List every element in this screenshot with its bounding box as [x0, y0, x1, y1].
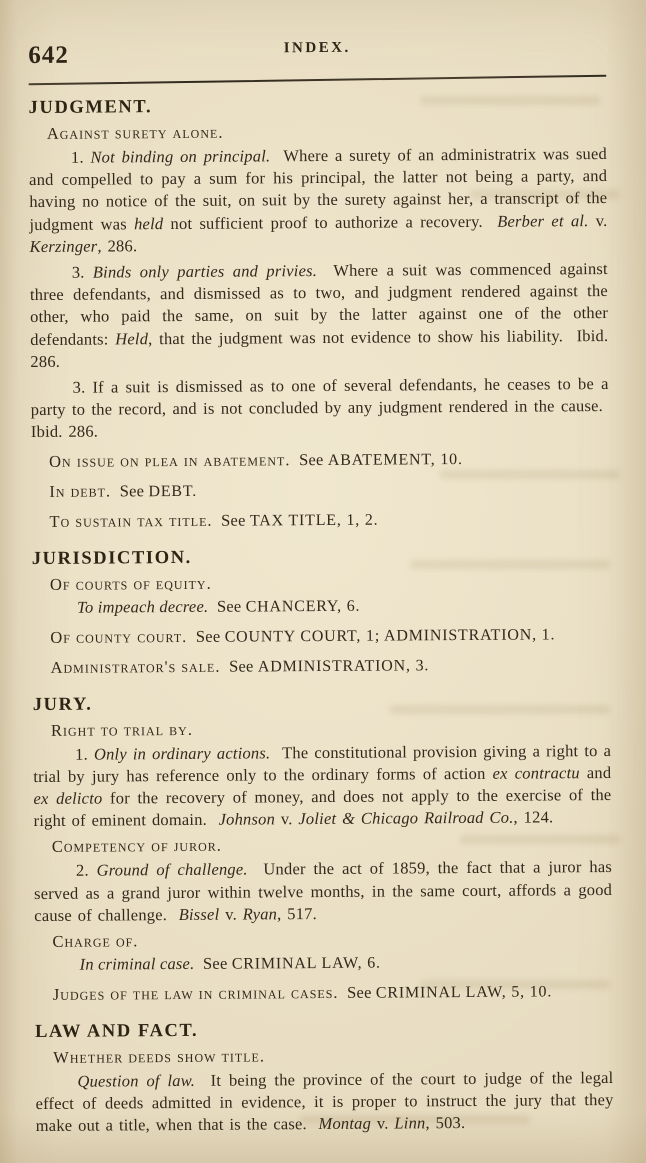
index-subheading	[52, 927, 612, 953]
italic-run: In criminal case.	[79, 953, 195, 974]
italic-run: Berber et al.	[497, 210, 589, 231]
index-entry	[49, 447, 609, 474]
section-heading: LAW AND FACT.	[35, 1020, 199, 1043]
text-run: and	[579, 762, 612, 783]
text-run: Where a suit was commenced against three defendants, and dismissed as to two, and judgment rendered against the other, who paid the same, on suit by the latter against one of the other defendants:	[29, 259, 609, 349]
text-run: v.	[370, 1113, 395, 1134]
index-entry	[49, 507, 609, 534]
italic-run: Binds only parties and privies.	[92, 261, 318, 282]
italic-run: To impeach decree.	[77, 596, 209, 617]
smallcaps-run: Whether deeds show title.	[53, 1046, 266, 1067]
cross-reference: CRIMINAL LAW, 6.	[231, 954, 381, 973]
index-paragraph	[30, 258, 609, 373]
smallcaps-run: Of county court.	[50, 626, 188, 647]
index-paragraph	[29, 143, 608, 258]
index-subentry	[77, 593, 610, 620]
italic-run: Ryan	[242, 904, 278, 924]
italic-run: Held	[115, 328, 149, 349]
text-run: v.	[219, 904, 243, 924]
smallcaps-run: On issue on plea in abatement.	[49, 449, 291, 471]
italic-run: Only in ordinary actions.	[93, 742, 271, 764]
smallcaps-run: To sustain tax title.	[49, 510, 213, 531]
index-sections	[29, 93, 614, 1138]
page-number: 642	[28, 41, 69, 70]
text-run: , 286.	[97, 236, 138, 256]
text-run: 2.	[75, 861, 97, 881]
text-run: , 124.	[513, 807, 554, 827]
italic-run: Ground of challenge.	[96, 859, 248, 881]
text-run: See	[290, 449, 328, 469]
text-run: See	[194, 953, 232, 973]
text-run: v.	[274, 809, 299, 829]
italic-run: Johnson	[218, 809, 276, 829]
smallcaps-run: Administrator's sale.	[50, 656, 221, 677]
text-run: , 503.	[425, 1113, 466, 1133]
index-subentry	[80, 950, 613, 977]
index-subheading	[50, 570, 610, 596]
page-header	[28, 38, 606, 72]
section-heading: JURISDICTION.	[31, 547, 192, 569]
italic-run: Not binding on principal.	[90, 146, 271, 167]
index-paragraph	[35, 1067, 613, 1138]
smallcaps-run: Competency of juror.	[51, 836, 222, 857]
page-content	[28, 38, 614, 1142]
cross-reference: CRIMINAL LAW, 5, 10.	[375, 983, 553, 1002]
text-run: Where a surety of an administratrix was sued and compelled to pay a sum for his principal, the latter not being a party, and having no notice of the suit, on suit by the surety against her, a transcript of the judgment was	[29, 143, 608, 234]
index-entry	[50, 623, 610, 650]
index-section	[32, 544, 611, 680]
text-run: , 517.	[277, 903, 317, 924]
index-entry	[49, 477, 609, 504]
text-run: It being the province of the court to judge of the legal effect of deeds admitted in evidence, it is proper to instruct the jury that they make out a title, when that is the case.	[35, 1068, 614, 1136]
cross-reference: COUNTY COURT, 1; ADMINISTRATION, 1.	[224, 626, 556, 646]
italic-run: Kerzinger	[29, 236, 98, 256]
text-run: not sufficient proof to authorize a recovery.	[163, 211, 498, 233]
italic-run: Joliet & Chicago Railroad Co.	[298, 807, 514, 829]
index-subheading	[53, 1043, 613, 1069]
text-run: See	[187, 626, 225, 646]
section-heading: JUDGMENT.	[28, 97, 153, 119]
smallcaps-run: In debt.	[49, 481, 112, 501]
running-head: INDEX.	[283, 39, 351, 57]
index-section	[33, 690, 613, 1007]
header-rule	[28, 75, 606, 86]
index-subheading	[52, 832, 612, 858]
text-run: 3.	[71, 262, 93, 282]
text-run: 1.	[75, 744, 95, 764]
index-section	[35, 1017, 614, 1138]
text-run: Under the act of 1859, the fact that a juror has served as a grand juror within twelve months, in the same court, affords a good cause of challenge.	[34, 857, 613, 925]
italic-run: Question of law.	[77, 1070, 196, 1091]
italic-run: ex delicto	[33, 788, 103, 809]
cross-reference: ABATEMENT, 10.	[327, 450, 463, 469]
text-run: See	[338, 982, 376, 1002]
index-paragraph	[31, 373, 609, 444]
text-run: See	[212, 510, 250, 530]
italic-run: ex contractu	[492, 763, 580, 783]
smallcaps-run: Right to trial by.	[50, 719, 193, 740]
italic-run: Bissel	[178, 904, 220, 924]
index-subheading	[51, 716, 611, 742]
smallcaps-run: Charge of.	[52, 931, 139, 951]
text-run: See	[220, 656, 258, 676]
index-paragraph	[33, 740, 612, 833]
cross-reference: CHANCERY, 6.	[245, 597, 361, 616]
cross-reference: TAX TITLE, 1, 2.	[249, 511, 379, 530]
index-entry	[53, 980, 613, 1007]
text-run: , that the judgment was not evidence to show his liability. Ibid. 286.	[30, 325, 609, 371]
text-run: v.	[588, 210, 608, 230]
index-section	[29, 93, 610, 534]
italic-run: held	[133, 213, 164, 233]
text-run: The constitutional provision giving a right to a trial by jury has reference only to the ordinary forms of action	[33, 740, 612, 786]
cross-reference: ADMINISTRATION, 3.	[257, 656, 430, 676]
text-run: 3. If a suit is dismissed as to one of several defendants, he ceases to be a party to the record, and is not concluded by any judgment rendered in the cause. Ibid. 286.	[30, 374, 609, 442]
section-heading: JURY.	[32, 694, 93, 715]
text-run: for the recovery of money, and does not apply to the exercise of the right of eminent domain.	[33, 785, 612, 831]
cross-reference: DEBT.	[148, 482, 198, 500]
index-subheading	[47, 119, 607, 145]
smallcaps-run: Of courts of equity.	[49, 573, 212, 594]
smallcaps-run: Against surety alone.	[46, 122, 224, 143]
italic-run: Montag	[318, 1114, 372, 1134]
smallcaps-run: Judges of the law in criminal cases.	[52, 982, 339, 1004]
text-run: See	[110, 480, 149, 501]
index-entry	[50, 653, 610, 680]
text-run: 1.	[70, 147, 91, 167]
index-paragraph	[34, 856, 612, 927]
italic-run: Linn	[394, 1113, 426, 1133]
text-run: See	[208, 596, 246, 616]
